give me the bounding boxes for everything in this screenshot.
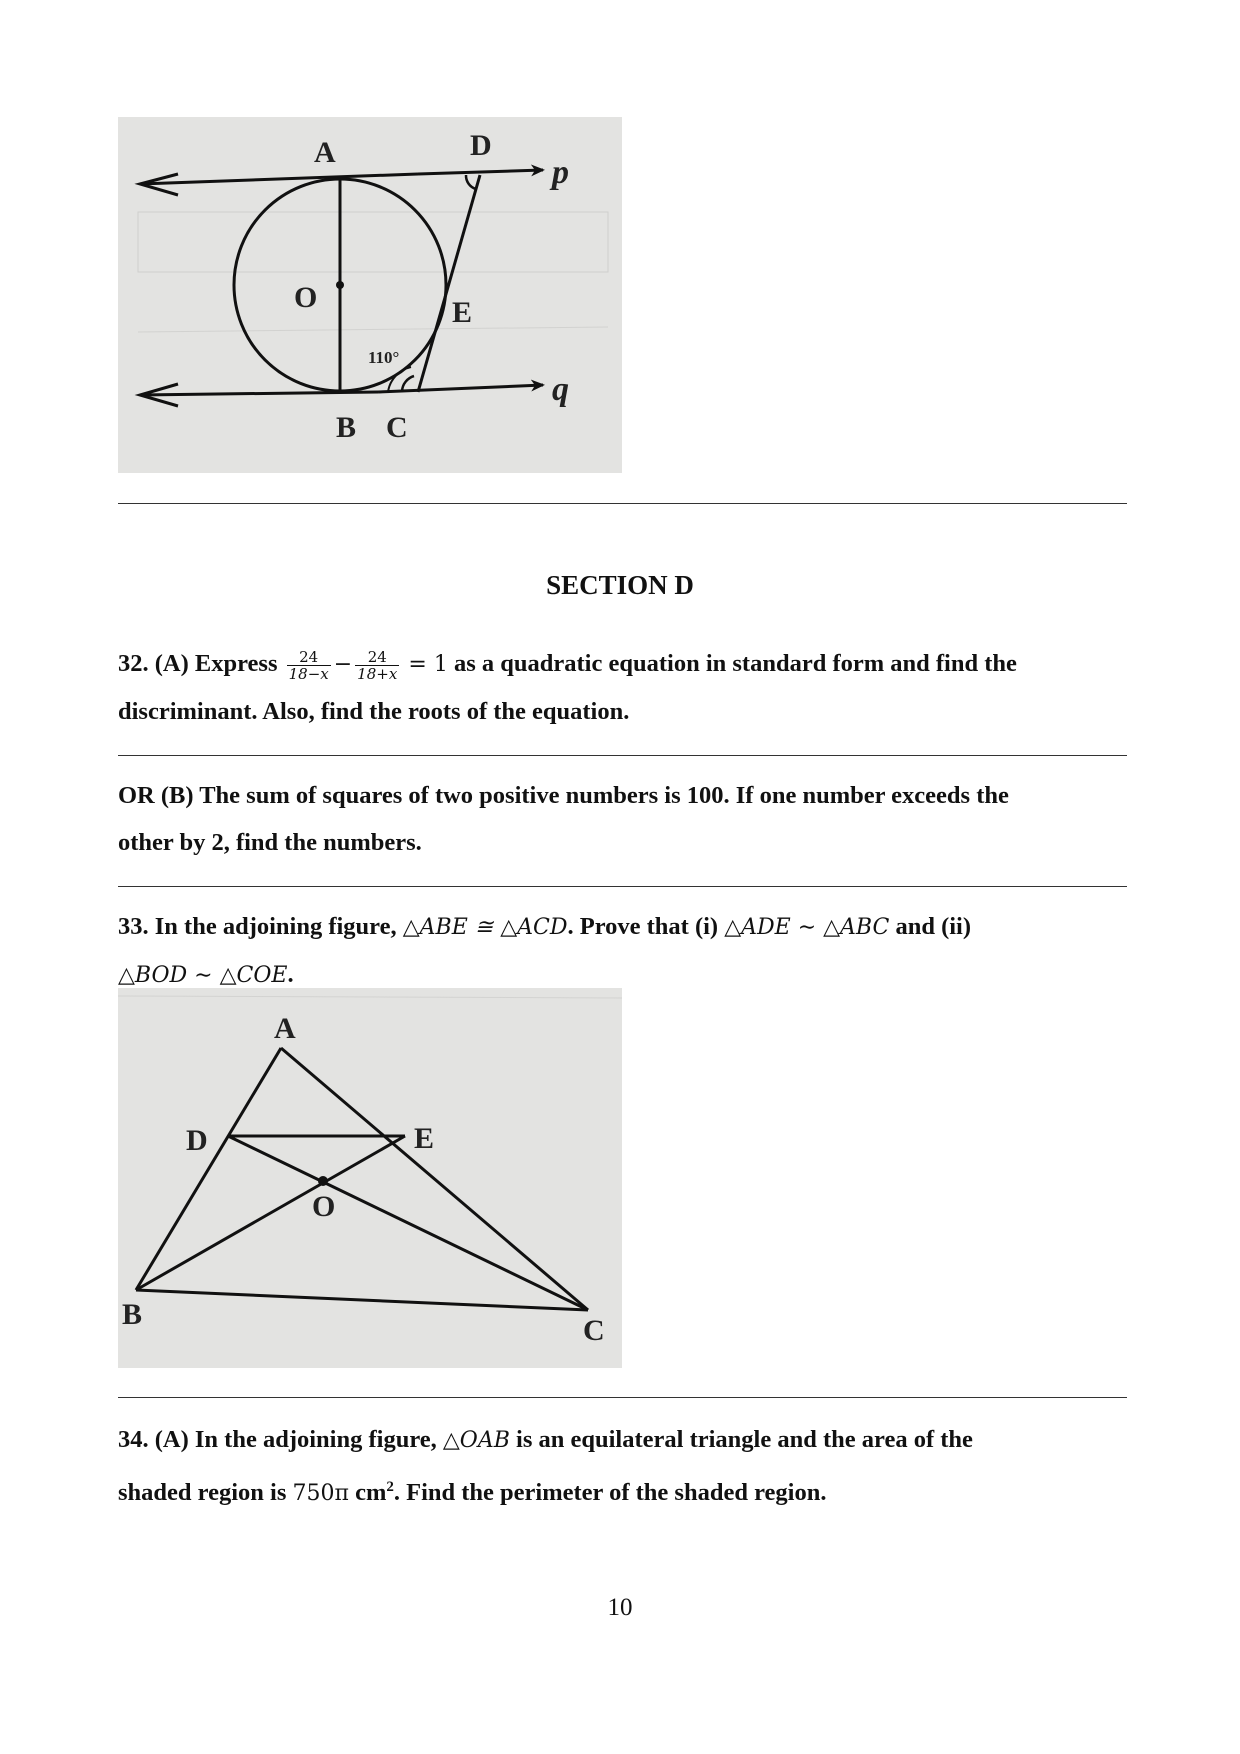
area-value: 750π <box>292 1481 349 1507</box>
divider <box>118 886 1127 887</box>
question-32b <box>118 772 1127 866</box>
label-b: B <box>336 411 357 444</box>
fraction-2-numerator: 24 <box>355 649 399 666</box>
label-d: D <box>186 1124 208 1157</box>
fraction-1-denominator: 18−x <box>288 664 329 683</box>
fraction-2-denominator: 18+x <box>357 664 398 683</box>
question-33-and: and (ii) <box>895 913 972 940</box>
similarity-statement-2: △BOD ∼ △COE <box>118 963 288 988</box>
unit-exponent: 2 <box>386 1479 394 1495</box>
equals-one: = 1 <box>408 652 448 677</box>
side-ab <box>136 1048 281 1290</box>
question-32a-line1 <box>118 640 1127 688</box>
question-34a-line2-prefix: shaded region is <box>118 1479 287 1507</box>
side-bc <box>136 1290 588 1310</box>
fraction-1-numerator: 24 <box>287 649 331 666</box>
triangle-oab: △OAB <box>442 1428 510 1453</box>
circle-tangent-diagram <box>118 117 622 473</box>
question-33-end: . <box>287 961 294 988</box>
triangle-diagram <box>118 988 622 1368</box>
label-p: p <box>552 154 569 191</box>
question-32b-line1: OR (B) The sum of squares of two positive numbers is 100. If one number exceeds the <box>118 782 1009 809</box>
divider <box>118 1397 1127 1398</box>
triangle-figure <box>118 988 622 1368</box>
similarity-statement-1: △ADE ∼ △ABC <box>724 915 890 940</box>
question-33-middle: . Prove that (i) <box>567 913 719 940</box>
label-a: A <box>274 1012 296 1045</box>
label-o: O <box>312 1190 336 1223</box>
question-32a-label: 32. (A) Express <box>118 650 278 677</box>
tangent-line-p <box>140 174 418 184</box>
question-33-line1 <box>118 903 1127 951</box>
area-unit: cm <box>355 1479 387 1507</box>
segment-dc <box>228 1136 588 1310</box>
minus-sign: − <box>333 652 353 677</box>
label-angle-110: 110° <box>368 348 400 367</box>
question-34a <box>118 1416 1127 1517</box>
center-point-o <box>336 281 344 289</box>
fraction-1 <box>287 649 331 682</box>
question-34a-line2-rest: . Find the perimeter of the shaded region. <box>393 1479 827 1507</box>
question-32b-line2: other by 2, find the numbers. <box>118 829 422 856</box>
divider <box>118 755 1127 756</box>
label-a: A <box>314 136 336 169</box>
question-34a-prefix: 34. (A) In the adjoining figure, <box>118 1426 437 1453</box>
question-34a-line1 <box>118 1416 1127 1464</box>
divider <box>118 503 1127 504</box>
label-d: D <box>470 129 492 162</box>
label-q: q <box>552 371 569 408</box>
question-32a <box>118 640 1127 735</box>
label-c: C <box>583 1314 605 1347</box>
label-b: B <box>122 1298 143 1331</box>
label-e: E <box>452 296 473 329</box>
congruence-statement: △ABE ≅ △ACD <box>402 915 568 940</box>
question-32a-line2: discriminant. Also, find the roots of the equation. <box>118 698 630 725</box>
intersection-point-o <box>318 1176 328 1186</box>
label-e: E <box>414 1122 435 1155</box>
angle-mark-c <box>402 376 414 391</box>
question-34a-text: is an equilateral triangle and the area of the <box>516 1426 973 1453</box>
section-title: SECTION D <box>546 570 694 600</box>
fraction-2 <box>355 649 399 682</box>
question-33 <box>118 903 1127 999</box>
question-33-prefix: 33. In the adjoining figure, <box>118 913 397 940</box>
circle-tangent-figure <box>118 117 622 473</box>
segment-be <box>136 1136 405 1290</box>
angle-mark-d <box>466 175 476 189</box>
label-c: C <box>386 411 408 444</box>
question-32a-text: as a quadratic equation in standard form and find the <box>453 650 1017 677</box>
page-number: 10 <box>607 1594 633 1621</box>
question-34a-line2 <box>118 1464 1127 1517</box>
tangent-segment-dc <box>418 175 480 392</box>
label-o: O <box>294 281 318 314</box>
